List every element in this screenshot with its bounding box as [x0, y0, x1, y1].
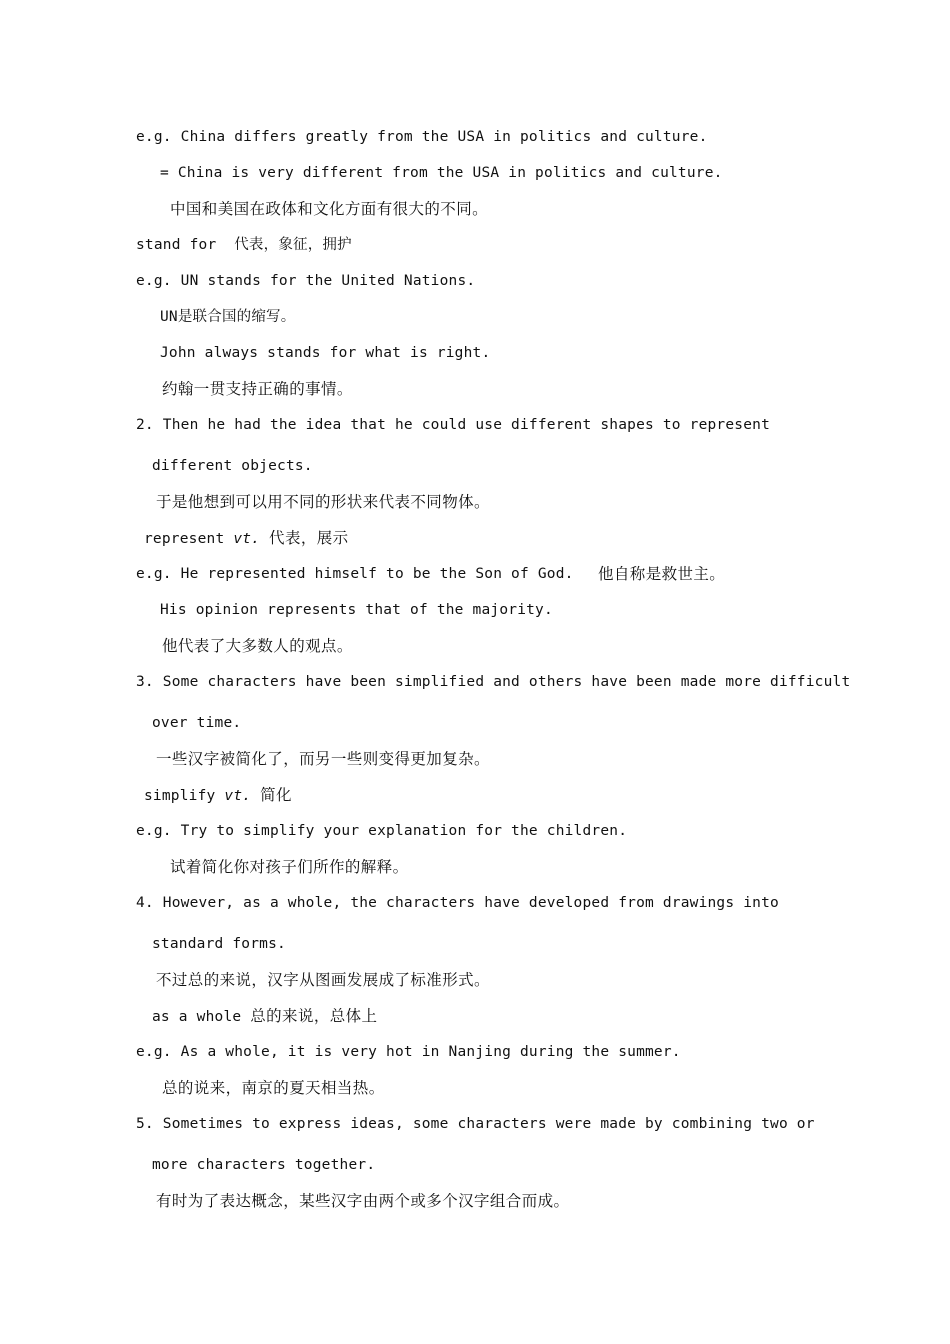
sentence-continuation: over time.	[152, 715, 242, 731]
translation-line: UN是联合国的缩写。	[160, 309, 296, 325]
vocab-word: as a whole	[152, 1009, 242, 1025]
example-line: e.g. UN stands for the United Nations.	[136, 273, 476, 289]
sentence-continuation: standard forms.	[152, 936, 286, 952]
translation-line: 不过总的来说，汉字从图画发展成了标准形式。	[156, 971, 490, 989]
translation-line: 中国和美国在政体和文化方面有很大的不同。	[170, 200, 489, 218]
sentence-item: 2. Then he had the idea that he could use different shapes to represent	[136, 417, 771, 433]
vocab-entry	[152, 1006, 377, 1027]
example-line: John always stands for what is right.	[160, 345, 491, 361]
example-line: e.g. As a whole, it is very hot in Nanjing during the summer.	[136, 1044, 681, 1060]
example-line: = China is very different from the USA in politics and culture.	[160, 165, 723, 181]
vocab-meaning: 简化	[260, 786, 292, 804]
example-line: e.g. He represented himself to be the Son of God.	[136, 566, 574, 582]
translation-line: 试着简化你对孩子们所作的解释。	[170, 858, 409, 876]
translation-line: 有时为了表达概念，某些汉字由两个或多个汉字组合而成。	[156, 1192, 570, 1210]
sentence-item: 5. Sometimes to express ideas, some characters were made by combining two or	[136, 1116, 815, 1132]
translation-line: 一些汉字被简化了，而另一些则变得更加复杂。	[156, 750, 490, 768]
vocab-entry	[144, 528, 349, 549]
vocab-word: represent	[144, 531, 225, 547]
phrase-definition: stand for 代表，象征，拥护	[136, 237, 352, 253]
vocab-meaning: 总的来说，总体上	[250, 1007, 378, 1025]
part-of-speech: vt.	[233, 531, 261, 547]
translation-line: 他自称是救世主。	[598, 565, 726, 583]
sentence-item: 3. Some characters have been simplified and others have been made more difficult	[136, 674, 851, 690]
vocab-entry	[144, 785, 292, 806]
example-line: e.g. Try to simplify your explanation for the children.	[136, 823, 628, 839]
translation-line: 于是他想到可以用不同的形状来代表不同物体。	[156, 493, 490, 511]
sentence-item: 4. However, as a whole, the characters have developed from drawings into	[136, 895, 779, 911]
example-line: His opinion represents that of the majority.	[160, 602, 553, 618]
vocab-word: simplify	[144, 788, 216, 804]
part-of-speech: vt.	[224, 788, 252, 804]
vocab-meaning: 代表，展示	[269, 529, 349, 547]
sentence-continuation: different objects.	[152, 458, 313, 474]
translation-line: 他代表了大多数人的观点。	[162, 637, 353, 655]
translation-line: 总的说来，南京的夏天相当热。	[162, 1079, 385, 1097]
translation-line: 约翰一贯支持正确的事情。	[162, 380, 353, 398]
sentence-continuation: more characters together.	[152, 1157, 376, 1173]
example-line: e.g. China differs greatly from the USA in politics and culture.	[136, 129, 708, 145]
